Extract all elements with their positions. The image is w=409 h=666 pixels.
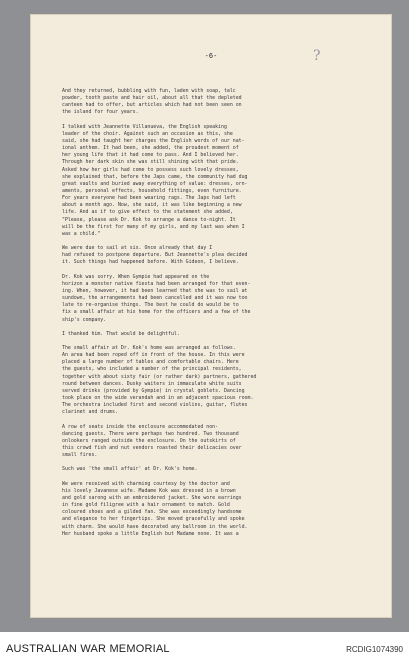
text-line: placed a large number of tables and comfortable chairs. Here bbox=[62, 359, 239, 366]
page-number: -6- bbox=[204, 52, 218, 60]
text-line: coloured shoes and a gilded fan. She was exceedingly handsome bbox=[62, 509, 242, 516]
text-line: And they returned, bubbling with fun, laden with soap, talc bbox=[62, 88, 236, 94]
text-line: "Please, please ask Dr. Kok to arrange a dance to-night. It bbox=[62, 216, 236, 223]
text-line: For years everyone had been wearing rags. The Japs had left bbox=[62, 195, 236, 202]
text-line: aments, personal effects, household fittings, even furniture. bbox=[62, 187, 242, 194]
text-line: dancing guests. There were perhaps two hundred. Two thousand bbox=[62, 430, 239, 437]
text-line: her young life that it had come to pass. And I believed her. bbox=[62, 152, 239, 159]
text-line: and gold sarong with an embroidered jacket. She wore earrings bbox=[62, 495, 242, 502]
text-line: horizon a monster native fiesta had been arranged for that even- bbox=[62, 280, 251, 287]
text-line: We were due to sail at six. Once already that day I bbox=[62, 245, 213, 252]
typed-text-body bbox=[62, 88, 387, 538]
text-line: We were received with charming courtesy by the doctor and bbox=[62, 480, 230, 487]
text-line: canteen had to offer, but articles which had not been seen on bbox=[62, 102, 242, 109]
text-line: the island for four years. bbox=[62, 109, 139, 116]
paragraph-gap bbox=[62, 474, 387, 481]
paragraph-gap bbox=[62, 267, 387, 274]
text-line: The small affair at Dr. Kok's home was arranged as follows. bbox=[62, 345, 236, 352]
text-line: I talked with Jeannette Villanueva, the English speaking bbox=[62, 123, 227, 130]
text-line: Her husband spoke a little English but Madame none. It was a bbox=[62, 530, 239, 537]
text-line: in fine gold filigree with a hair ornament to match. Gold bbox=[62, 502, 230, 509]
text-line: The orchestra included first and second violins, guitar, flutes bbox=[62, 402, 248, 409]
text-line: together with about sixty fair (or rather dark) partners, gathered bbox=[62, 373, 257, 380]
paragraph-gap bbox=[62, 238, 387, 245]
text-line: ship's company. bbox=[62, 316, 107, 323]
archive-reference: RCDIG1074390 bbox=[346, 645, 403, 654]
archive-footer bbox=[0, 637, 409, 666]
text-line: and elegance to her fingertips. She moved gracefully and spoke bbox=[62, 516, 245, 523]
paragraph-gap bbox=[62, 338, 387, 345]
text-line: A row of seats inside the enclosure accommodated non- bbox=[62, 423, 219, 430]
text-line: powder, tooth paste and hair oil, about all that the depleted bbox=[62, 95, 242, 102]
text-line: this crowd fish and nut vendors roasted their delicacies over bbox=[62, 445, 242, 452]
text-line: with charm. She would have decorated any ballroom in the world. bbox=[62, 523, 248, 530]
paragraph-gap bbox=[62, 324, 387, 331]
text-line: was a child." bbox=[62, 230, 101, 237]
paragraph-gap bbox=[62, 117, 387, 124]
archive-name: AUSTRALIAN WAR MEMORIAL bbox=[6, 643, 170, 655]
text-line: about a month ago. Now, she said, it was like beginning a new bbox=[62, 202, 242, 209]
text-line: An area had been roped off in front of the house. In this were bbox=[62, 352, 245, 359]
text-line: fix a small affair at his home for the officers and a few of the bbox=[62, 309, 251, 316]
paragraph-gap bbox=[62, 459, 387, 466]
text-line: took place on the wide verandah and in an adjacent spacious room. bbox=[62, 395, 254, 402]
text-line: ing. When, however, it had been learned that she was to sail at bbox=[62, 287, 248, 294]
text-line: sundown, the arrangements had been cancelled and it was now too bbox=[62, 295, 248, 302]
text-line: clarinet and drums. bbox=[62, 409, 118, 416]
text-line: served drinks (provided by Gympie) in crystal goblets. Dancing bbox=[62, 387, 245, 394]
text-line: ional anthem. It had been, she added, the proudest moment of bbox=[62, 145, 239, 152]
text-line: Through her dark skin she was still shining with that pride. bbox=[62, 159, 239, 166]
text-line: the guests, who included a number of the principal residents, bbox=[62, 366, 242, 373]
text-line: Dr. Kok was sorry. When Gympie had appeared on the bbox=[62, 273, 210, 280]
text-line: round between dances. Dusky waiters in immaculate white suits bbox=[62, 380, 242, 387]
text-line: she explained that, before the Japs came, the community had dug bbox=[62, 173, 248, 180]
text-line: will be the first for many of my girls, and my last was when I bbox=[62, 223, 245, 230]
paragraph-gap bbox=[62, 416, 387, 423]
text-line: Asked how her girls had come to possess such lovely dresses, bbox=[62, 166, 239, 173]
text-line: late to re-organise things. The best he could do would be to bbox=[62, 302, 239, 309]
text-line: small fires. bbox=[62, 452, 98, 459]
text-line: life. And as if to give effect to the statement she added, bbox=[62, 209, 233, 216]
text-line: I thanked him. That would be delightful. bbox=[62, 330, 180, 337]
text-line: great vaults and buried away everything of value: dresses, orn- bbox=[62, 180, 248, 187]
text-line: said, she had taught her charges the English words of our nat- bbox=[62, 137, 245, 144]
pencil-margin-mark: ? bbox=[313, 48, 321, 64]
text-line: leader of the choir. Against such an occasion as this, she bbox=[62, 130, 233, 137]
typed-page bbox=[30, 14, 392, 618]
text-line: Such was 'the small affair' at Dr. Kok's home. bbox=[62, 466, 198, 473]
text-line: his lovely Javanese wife. Madame Kok was dressed in a brown bbox=[62, 487, 236, 494]
text-line: had refused to postpone departure. But Jeannette's plea decided bbox=[62, 252, 248, 259]
text-line: onlookers ranged outside the enclosure. On the outskirts of bbox=[62, 437, 236, 444]
text-line: it. Such things had happened before. With Gideon, I believe. bbox=[62, 259, 239, 266]
